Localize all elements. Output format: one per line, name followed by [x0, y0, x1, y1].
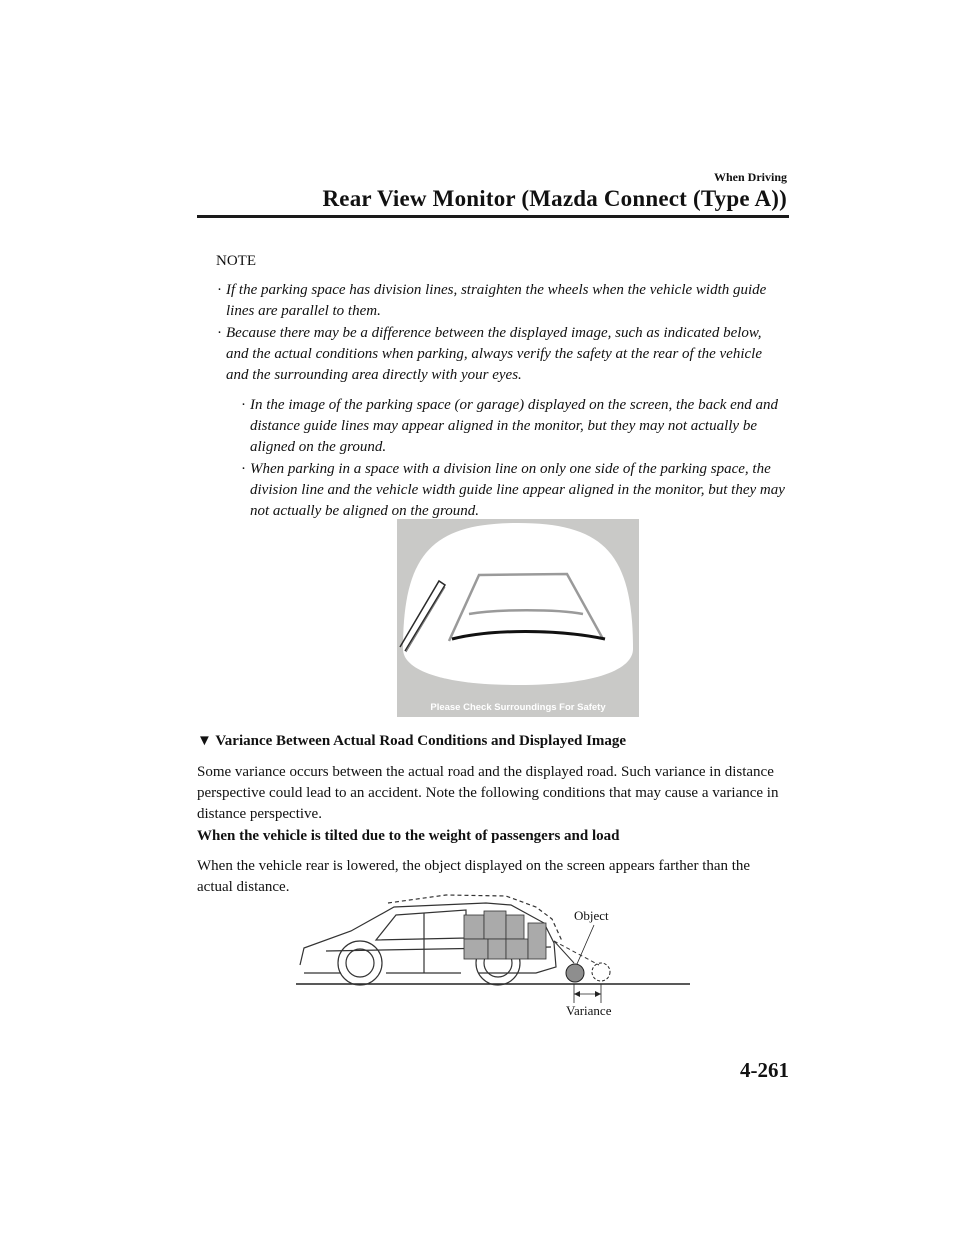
- note-item: [216, 280, 786, 322]
- displayed-object-icon: [592, 963, 610, 981]
- bullet-icon: ·: [217, 282, 222, 298]
- object-label: Object: [574, 908, 609, 923]
- camera-sightline-dashed: [554, 941, 599, 965]
- title-rule: [197, 215, 789, 218]
- section-heading: ▼ Variance Between Actual Road Conditions and Displayed Image: [197, 733, 627, 749]
- rear-view-monitor-illustration: [397, 519, 639, 717]
- intro-paragraph: Some variance occurs between the actual road and the displayed road. Such variance in distance perspective could lead to an accident. Note the following conditions that may cause a variance in distance perspective.: [197, 764, 779, 822]
- note-list: [216, 280, 786, 523]
- note-item-text: If the parking space has division lines, straighten the wheels when the vehicle width guide lines are parallel to them.: [226, 282, 767, 319]
- section-label: When Driving: [713, 170, 787, 184]
- bullet-icon: ·: [241, 397, 246, 413]
- note-sub-list: [216, 395, 786, 522]
- note-subitem-text: In the image of the parking space (or garage) displayed on the screen, the back end and distance guide lines may appear aligned in the monitor, but they may not actually be aligned on the ground.: [250, 397, 779, 455]
- note-subitem: [216, 459, 786, 522]
- note-item-text: Because there may be a difference between the displayed image, such as indicated below, and the actual conditions when parking, always verify the safety at the rear of the vehicle and the surrounding area directly with your eyes.: [226, 325, 762, 383]
- variance-diagram: [296, 893, 692, 1023]
- page-number: 4-261: [740, 1058, 789, 1082]
- variance-label: Variance: [566, 1003, 612, 1018]
- object-icon: [566, 964, 584, 982]
- note-subitem-text: When parking in a space with a division line on only one side of the parking space, the division line and the vehicle width guide line appear aligned in the monitor, but they may not actually be aligned on the ground.: [250, 461, 785, 519]
- monitor-caption: Please Check Surroundings For Safety: [430, 702, 606, 713]
- bullet-icon: ·: [241, 461, 246, 477]
- page-title: Rear View Monitor (Mazda Connect (Type A)): [322, 186, 787, 211]
- bullet-icon: ·: [217, 325, 222, 341]
- note-heading: NOTE: [216, 253, 256, 269]
- condition-subheading: When the vehicle is tilted due to the weight of passengers and load: [197, 828, 620, 844]
- camera-view: [403, 523, 633, 685]
- condition-body: When the vehicle rear is lowered, the object displayed on the screen appears farther than the actual distance.: [197, 858, 751, 895]
- note-item: [216, 323, 786, 386]
- note-subitem: [216, 395, 786, 458]
- camera-sightline: [554, 941, 574, 963]
